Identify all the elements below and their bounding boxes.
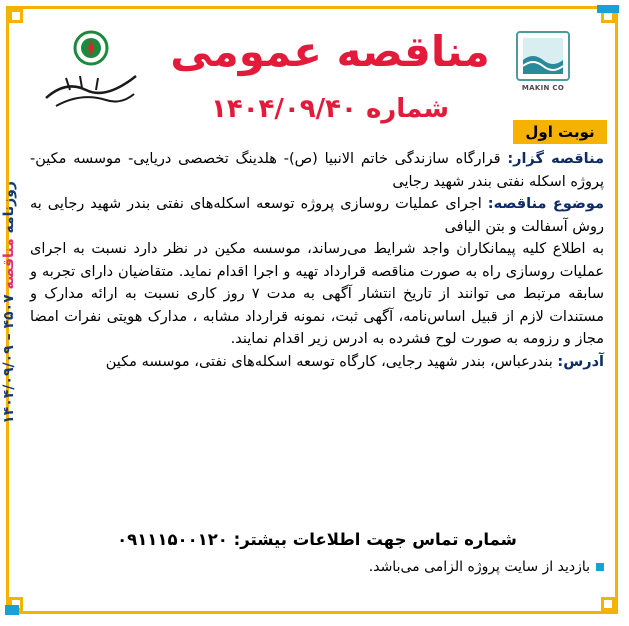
makin-logo-icon <box>515 30 571 84</box>
corner-accent-bottom-left <box>5 605 19 615</box>
ad-body <box>30 148 604 373</box>
round-badge: نوبت اول <box>513 120 607 144</box>
organizer-text: قرارگاه سازندگی خاتم الانبیا (ص)- هلدینگ تخصصی دریایی- موسسه مکین- پروژه اسکله نفتی بندر شهید رجایی <box>30 151 604 190</box>
khatam-emblem-icon <box>36 28 146 114</box>
corner-accent-top-right <box>597 5 619 13</box>
brand-name: مناقصه <box>1 238 17 290</box>
contact-label: شماره تماس جهت اطلاعات بیشتر: <box>233 530 517 549</box>
contact-phone: ۰۹۱۱۱۵۰۰۱۲۰ <box>117 530 228 549</box>
side-strip <box>1 181 23 601</box>
makin-logo-caption: MAKIN CO <box>521 84 565 92</box>
address-paragraph <box>30 351 604 374</box>
site-visit-note <box>30 556 606 578</box>
subject-label: موضوع مناقصه: <box>487 196 604 212</box>
khatam-logo <box>36 28 146 114</box>
tender-number: شماره ۱۴۰۴/۰۹/۴۰ <box>210 94 450 124</box>
description-paragraph: به اطلاع کلیه پیمانکاران واجد شرایط می‌رساند، موسسه مکین در نظر دارد نسبت به اجرای عملیات روسازی راه به صورت مناقصه قرارداد تهیه و اجرا اقدام نماید. متقاضیان دارای تجربه و سابقه مرتبط می توانند از تاریخ انتشار آگهی به مدت ۷ روز کاری نسبت به ارائه مدارک و مستندات لازم از قبیل اساس‌نامه، آگهی ثبت، نمونه قرارداد مشابه ، مدارک هویتی نفرات امضا مجاز و رزومه به صورت لوح فشرده به ادرس زیر اقدام نمایند. <box>30 241 604 347</box>
address-text: بندرعباس، بندر شهید رجایی، کارگاه توسعه اسکله‌های نفتی، موسسه مکین <box>105 353 553 370</box>
newspaper-label: روزنامه <box>1 181 17 234</box>
organizer-label: مناقصه گزار: <box>507 151 605 167</box>
bullet-icon <box>596 563 604 571</box>
makin-logo <box>515 30 571 94</box>
ad-title: مناقصه عمومی <box>170 27 490 76</box>
site-visit-text: بازدید از سایت پروژه الزامی می‌باشد. <box>368 559 590 575</box>
address-label: آدرس: <box>557 353 604 370</box>
organizer-paragraph <box>30 148 604 193</box>
issue-info: ۴۵۰۷ – ۱۴۰۴/۰۹/۰۹ <box>1 294 17 424</box>
corner-ornament-top-left <box>9 9 23 23</box>
corner-ornament-bottom-right <box>601 597 615 611</box>
subject-text: اجرای عملیات روسازی پروژه توسعه اسکله‌های نفتی بندر شهید رجایی به روش آسفالت و بتن الیافی <box>30 196 604 235</box>
subject-paragraph <box>30 193 604 238</box>
contact-line <box>30 528 604 552</box>
